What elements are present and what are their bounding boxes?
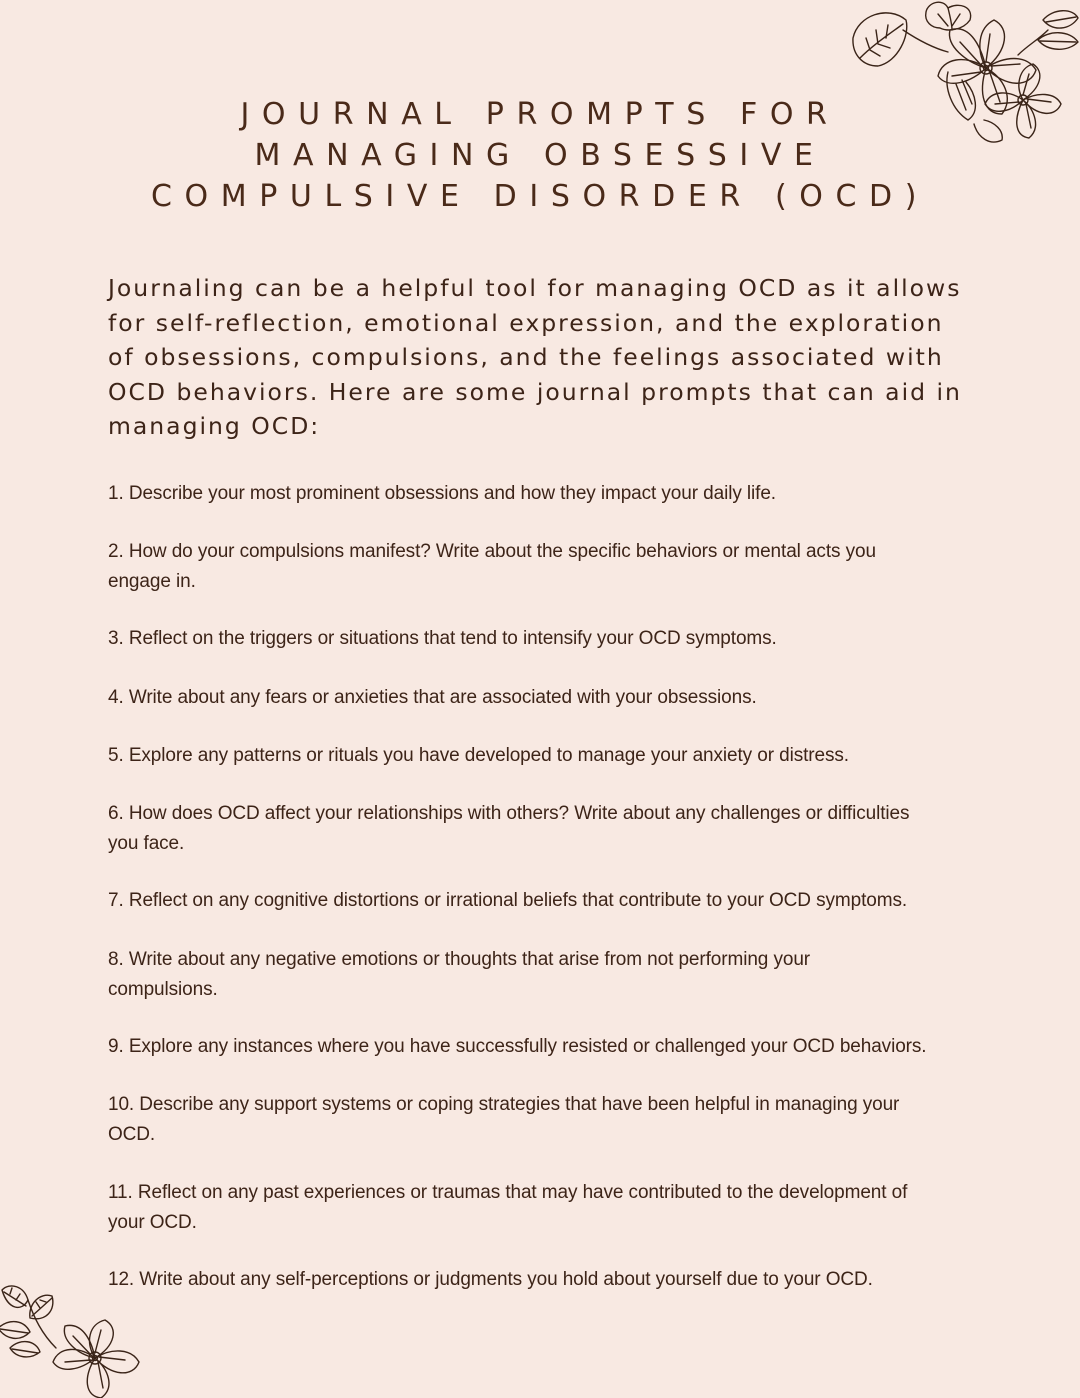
prompt-item [108,886,978,916]
prompt-item [108,683,978,713]
page-title-line-3: COMPULSIVE DISORDER (OCD) [150,179,930,214]
intro-line-4: OCD behaviors. Here are some journal prompts that can aid in [108,377,962,406]
prompt-text-continued: engage in. [108,570,196,592]
prompt-text-continued: you face. [108,832,185,854]
prompt-text-continued: compulsions. [108,978,218,1000]
prompt-text: 10. Describe any support systems or coping strategies that have been helpful in managing your [108,1094,900,1115]
intro-line-5: managing OCD: [108,412,321,440]
page-title-line-1: JOURNAL PROMPTS FOR [240,97,840,132]
prompt-item [108,1178,978,1237]
prompt-item [108,1090,978,1149]
prompt-text: 11. Reflect on any past experiences or traumas that may have contributed to the development of [108,1182,908,1203]
prompt-text: 12. Write about any self-perceptions or judgments you hold about yourself due to your OCD. [108,1269,873,1290]
prompt-item [108,945,978,1004]
prompt-text-continued: your OCD. [108,1211,197,1233]
intro-line-1: Journaling can be a helpful tool for managing OCD as it allows [108,274,962,302]
intro-line-3: of obsessions, compulsions, and the feelings associated with [108,343,944,371]
prompt-item [108,479,978,509]
intro-line-2: for self-reflection, emotional expression, and the exploration [108,308,944,337]
prompt-text: 5. Explore any patterns or rituals you have developed to manage your anxiety or distress. [108,745,849,766]
page-title [140,94,940,217]
prompt-text: 7. Reflect on any cognitive distortions or irrational beliefs that contribute to your OCD symptoms. [108,890,908,911]
page-title-line-2: MANAGING OBSESSIVE [254,138,826,173]
prompt-text: 9. Explore any instances where you have successfully resisted or challenged your OCD behaviors. [108,1036,927,1057]
prompt-text-continued: OCD. [108,1123,156,1145]
prompt-text: 4. Write about any fears or anxieties that are associated with your obsessions. [108,687,757,708]
prompt-item [108,799,978,858]
prompt-item [108,1265,978,1295]
prompt-item [108,624,978,654]
prompt-text: 1. Describe your most prominent obsessions and how they impact your daily life. [108,483,776,504]
intro-paragraph [108,271,988,444]
prompt-text: 2. How do your compulsions manifest? Write about the specific behaviors or mental acts you [108,541,876,562]
prompt-item [108,537,978,596]
prompt-item [108,1032,978,1062]
prompt-item [108,741,978,771]
prompt-text: 6. How does OCD affect your relationships with others? Write about any challenges or difficulties [108,803,910,824]
flower-leaf-icon [0,1278,150,1398]
prompt-text: 8. Write about any negative emotions or thoughts that arise from not performing your [108,949,811,970]
prompt-text: 3. Reflect on the triggers or situations that tend to intensify your OCD symptoms. [108,628,777,649]
